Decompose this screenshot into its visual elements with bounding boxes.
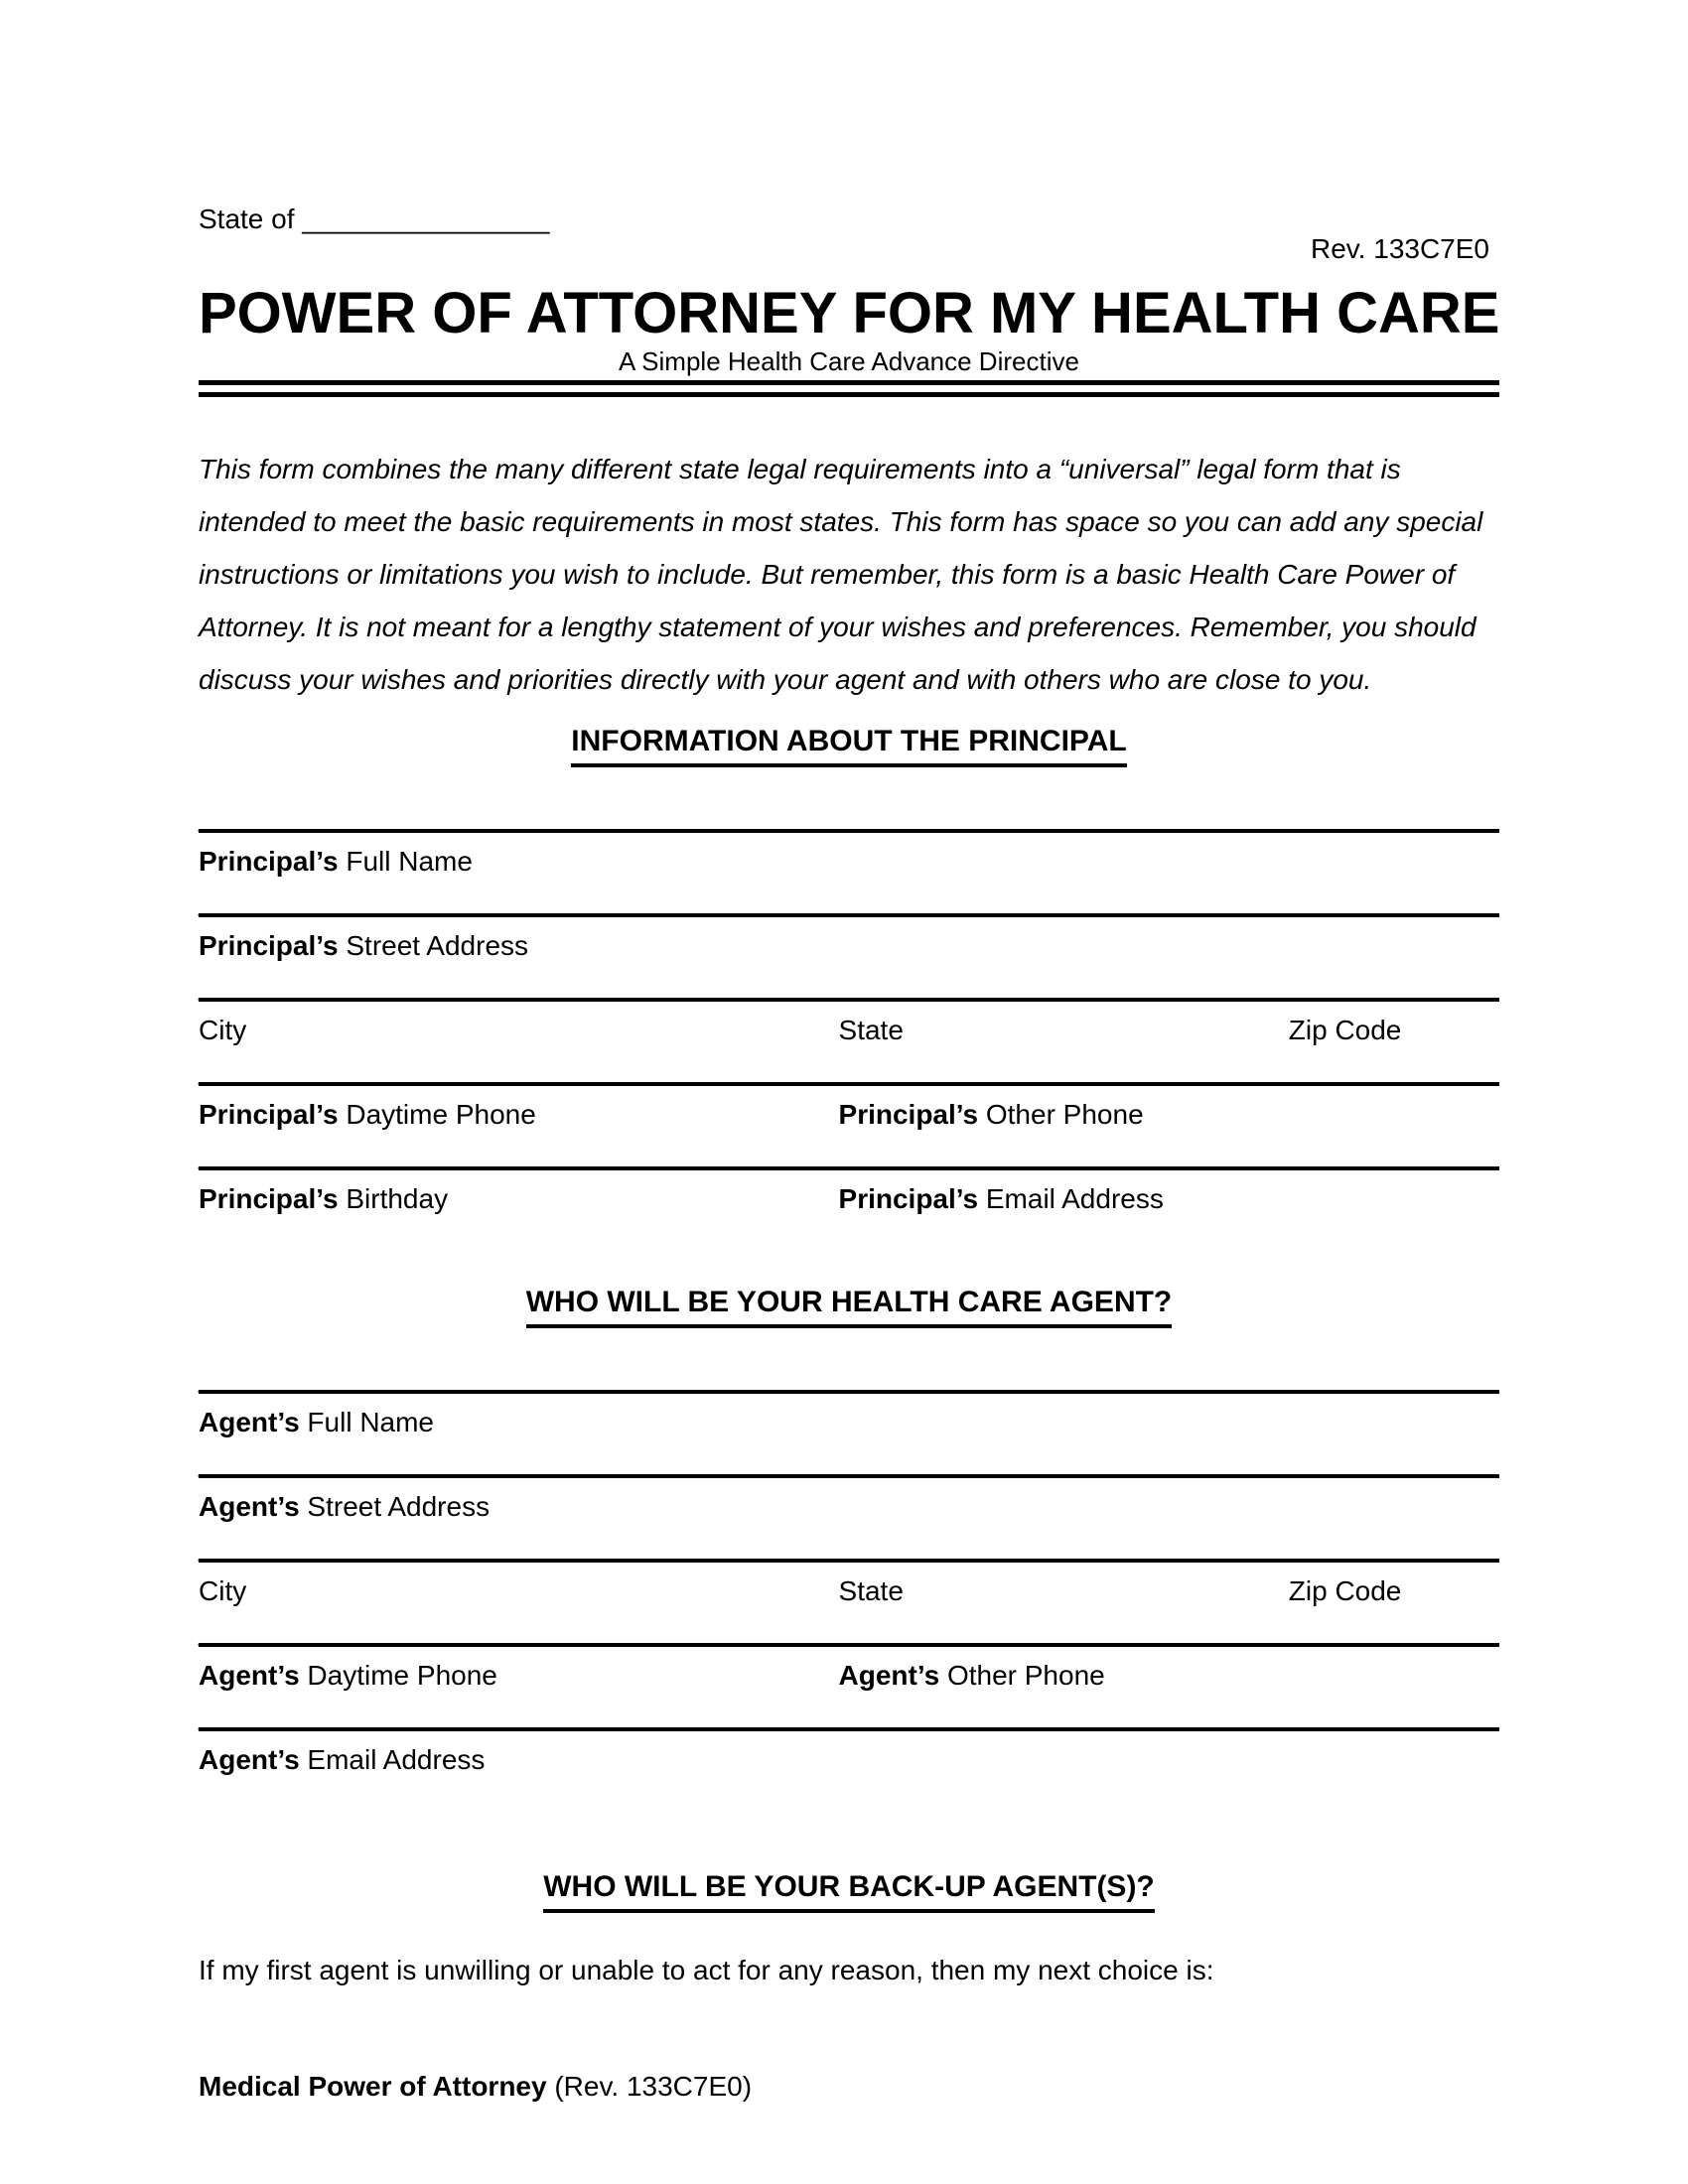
label-text: Email Address: [307, 1744, 486, 1775]
label-bold-part: Principal’s: [199, 930, 339, 961]
label-bold-part: Principal’s: [838, 1183, 979, 1214]
blank-line: ________________________: [199, 1139, 570, 1169]
blank-cell: [199, 972, 839, 1002]
section-heading-principal: INFORMATION ABOUT THE PRINCIPAL: [571, 724, 1126, 767]
field-row-principal-city-state-zip: [199, 972, 1499, 1054]
field-label-agent-full-name: [199, 1406, 1499, 1446]
label-text: Zip Code: [1288, 1015, 1402, 1045]
field-label-agent-daytime-phone: [199, 1659, 839, 1700]
title-divider: [199, 380, 1499, 397]
footer-revision: (Rev. 133C7E0): [546, 2071, 753, 2102]
label-text: Street Address: [307, 1491, 491, 1522]
label-text: Daytime Phone: [346, 1099, 536, 1130]
label-bold-part: Principal’s: [199, 1099, 339, 1130]
field-label-agent-zip: [1289, 1574, 1499, 1615]
state-of-blank-line: ________________: [302, 204, 550, 234]
blank-line: ________________________: [199, 970, 570, 1001]
blank-cell: [1289, 972, 1499, 1002]
blank-line: ________________________: [199, 1615, 570, 1646]
intro-paragraph: This form combines the many different state legal requirements into a “universal” legal form that is intended to meet the basic requirements in most states. This form has space so you can add any special instructions or limitations you wish to include. But remember, this form is a basic Health Care Power of Attorney. It is not meant for a lengthy statement of your wishes and preferences. Remember, you should discuss your wishes and priorities directly with your agent and with others who are close to you.: [199, 454, 1483, 695]
blank-cell: [199, 1056, 839, 1086]
label-text: Other Phone: [946, 1660, 1105, 1691]
blank-cell: [199, 1141, 839, 1170]
label-text: Other Phone: [985, 1099, 1144, 1130]
label-row: [199, 1394, 1499, 1446]
field-label-principal-full-name: [199, 845, 1499, 886]
label-bold-part: Agent’s: [199, 1491, 300, 1522]
label-text: Full Name: [307, 1407, 435, 1437]
field-row-agent-phones: [199, 1617, 1499, 1700]
label-bold-part: Principal’s: [199, 846, 339, 877]
blank-cell: [839, 1533, 1289, 1563]
revision-label: Rev. 133C7E0: [1310, 233, 1489, 264]
field-row-agent-full-name: [199, 1364, 1499, 1446]
blank-row: [199, 1364, 1499, 1394]
blank-cell: [199, 887, 1499, 917]
blank-cell: [199, 803, 1499, 833]
blank-line: ________________________: [838, 1615, 1210, 1646]
field-row-agent-street-address: [199, 1448, 1499, 1531]
document-header: [199, 204, 1499, 269]
section-agent: [199, 1285, 1499, 1328]
blank-row: [199, 1056, 1499, 1086]
label-text: State: [838, 1575, 904, 1606]
blank-row: [199, 887, 1499, 917]
label-text: City: [199, 1015, 247, 1045]
field-label-principal-birthday: [199, 1182, 839, 1223]
label-row: [199, 1170, 1499, 1223]
field-label-principal-zip: [1289, 1014, 1499, 1054]
label-bold-part: Principal’s: [199, 1183, 339, 1214]
blank-line: ________________________: [199, 1054, 570, 1085]
document-title: POWER OF ATTORNEY FOR MY HEALTH CARE: [199, 281, 1500, 345]
label-row: [199, 1002, 1499, 1054]
field-row-principal-phones: [199, 1056, 1499, 1139]
footer-line: [199, 2071, 752, 2103]
blank-line: __________: [1288, 970, 1444, 1001]
label-text: Email Address: [985, 1183, 1164, 1214]
label-row: [199, 1647, 1499, 1700]
label-text: Zip Code: [1288, 1575, 1402, 1606]
label-bold-part: Agent’s: [838, 1660, 940, 1691]
label-row: [199, 833, 1499, 886]
blank-line: ________________________: [838, 1054, 1210, 1085]
label-bold-part: Agent’s: [199, 1744, 300, 1775]
field-label-principal-street-address: [199, 929, 1499, 970]
field-label-agent-other-phone: [839, 1659, 1499, 1700]
blank-cell: [839, 972, 1289, 1002]
label-text: Birthday: [346, 1183, 449, 1214]
document-subtitle: A Simple Health Care Advance Directive: [619, 346, 1079, 376]
section-heading-agent: WHO WILL BE YOUR HEALTH CARE AGENT?: [526, 1285, 1173, 1328]
blank-cell: [199, 1533, 839, 1563]
field-row-principal-street-address: [199, 887, 1499, 970]
blank-line: ________________________: [199, 1362, 570, 1393]
blank-line: ________________________________________: [199, 886, 817, 916]
field-label-agent-city: [199, 1574, 839, 1615]
label-text: State: [838, 1015, 904, 1045]
label-text: Full Name: [346, 846, 473, 877]
label-row: [199, 917, 1499, 970]
label-bold-part: Principal’s: [838, 1099, 979, 1130]
label-bold-part: Agent’s: [199, 1407, 300, 1437]
blank-cell: [199, 1364, 1499, 1394]
section-heading-backup: WHO WILL BE YOUR BACK-UP AGENT(S)?: [543, 1869, 1155, 1913]
label-bold-part: Agent’s: [199, 1660, 300, 1691]
blank-cell: [839, 1056, 1499, 1086]
field-label-agent-email: [199, 1743, 1499, 1784]
blank-line: ________________________: [199, 801, 570, 832]
backup-intro-text: If my first agent is unwilling or unable to act for any reason, then my next choice is:: [199, 1955, 1214, 1985]
blank-line: __________: [838, 970, 994, 1001]
field-row-principal-full-name: [199, 803, 1499, 886]
section-backup: [199, 1869, 1499, 1913]
state-of-field: [199, 204, 549, 235]
label-text: Daytime Phone: [307, 1660, 497, 1691]
field-label-principal-other-phone: [839, 1098, 1499, 1139]
blank-cell: [199, 1702, 1499, 1731]
field-label-principal-state: [839, 1014, 1289, 1054]
section-principal: [199, 724, 1499, 767]
field-label-agent-street-address: [199, 1490, 1499, 1531]
blank-line: __________: [838, 1531, 994, 1562]
footer-title: Medical Power of Attorney: [199, 2071, 547, 2102]
blank-row: [199, 972, 1499, 1002]
field-label-principal-email: [839, 1182, 1499, 1223]
label-row: [199, 1478, 1499, 1531]
blank-row: [199, 1533, 1499, 1563]
blank-cell: [839, 1617, 1499, 1647]
label-text: Street Address: [346, 930, 529, 961]
state-of-label: State of: [199, 204, 303, 234]
blank-line: __________: [1288, 1531, 1444, 1562]
label-text: City: [199, 1575, 247, 1606]
blank-cell: [199, 1448, 1499, 1478]
blank-row: [199, 1617, 1499, 1647]
field-row-agent-city-state-zip: [199, 1533, 1499, 1615]
blank-row: [199, 1141, 1499, 1170]
field-label-principal-city: [199, 1014, 839, 1054]
label-row: [199, 1563, 1499, 1615]
blank-row: [199, 803, 1499, 833]
blank-row: [199, 1702, 1499, 1731]
blank-line: ________________________: [838, 1139, 1210, 1169]
blank-cell: [839, 1141, 1499, 1170]
field-label-agent-state: [839, 1574, 1289, 1615]
field-label-principal-daytime-phone: [199, 1098, 839, 1139]
blank-cell: [199, 1617, 839, 1647]
field-row-principal-birthday-email: [199, 1141, 1499, 1223]
field-row-agent-email: [199, 1702, 1499, 1784]
label-row: [199, 1086, 1499, 1139]
blank-line: _________________________: [199, 1700, 586, 1730]
blank-cell: [1289, 1533, 1499, 1563]
blank-row: [199, 1448, 1499, 1478]
label-row: [199, 1731, 1499, 1784]
blank-line: ________________________________________: [199, 1446, 817, 1477]
blank-line: ________________________: [199, 1531, 570, 1562]
